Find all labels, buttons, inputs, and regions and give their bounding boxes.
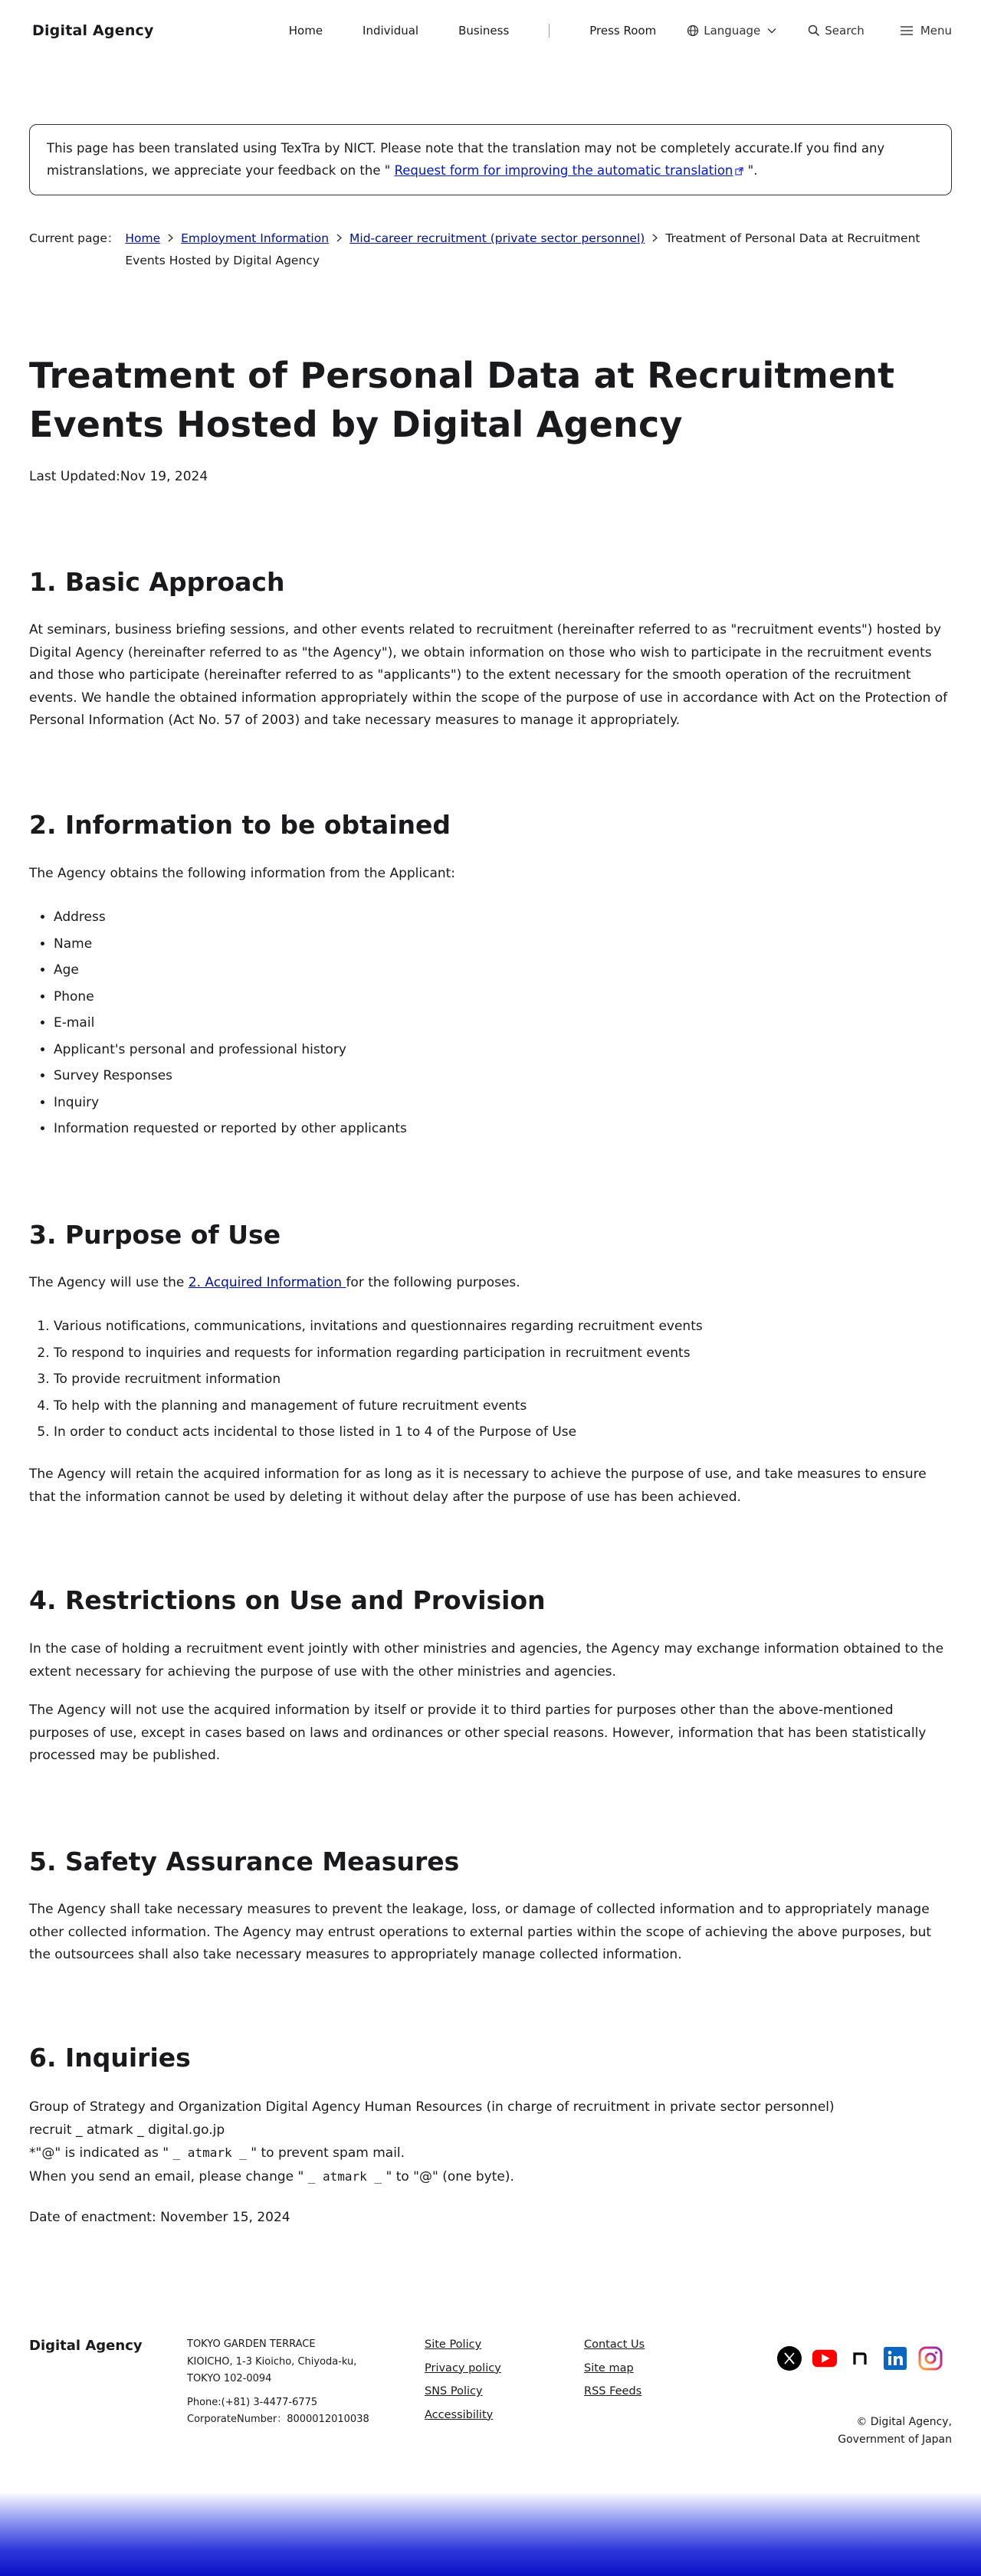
- list-item: • Inquiry: [54, 1090, 950, 1116]
- inquiries-email: recruit _ atmark _ digital.go.jp: [29, 2122, 225, 2138]
- nav-home[interactable]: [289, 24, 323, 38]
- menu-button[interactable]: [900, 24, 952, 38]
- restrictions-paragraph-2: The Agency will not use the acquired information by itself or provide it to third parties for purposes other than the above-mentioned purposes of use, except in cases based on laws and ordinances or other special reasons. However, information that has been statistically processed may be published.: [29, 1703, 927, 1763]
- footer-logo[interactable]: Digital Agency: [29, 2338, 143, 2354]
- section-heading-basic-approach: 1. Basic Approach: [29, 567, 285, 597]
- list-item: • Survey Responses: [54, 1063, 950, 1090]
- globe-icon: [687, 25, 699, 37]
- list-item: 4. To help with the planning and management of future recruitment events: [54, 1393, 950, 1420]
- list-item: • Phone: [54, 984, 950, 1011]
- menu-label: Menu: [920, 24, 952, 38]
- nav-press-room-label: Press Room: [589, 24, 657, 38]
- chevron-right-icon: [336, 228, 343, 250]
- list-item: • E-mail: [54, 1010, 950, 1037]
- footer-gradient-band: [0, 2492, 981, 2576]
- footer-link-rss[interactable]: RSS Feeds: [584, 2385, 642, 2397]
- change-note-text-end: " to "@" (one byte).: [382, 2168, 514, 2184]
- nav-press-room[interactable]: [589, 24, 656, 38]
- section-heading-purpose: 3. Purpose of Use: [29, 1220, 281, 1250]
- search-icon: [808, 25, 820, 37]
- address-line: TOKYO 102-0094: [187, 2373, 272, 2384]
- search-label: Search: [825, 24, 865, 38]
- enactment-date: Date of enactment: November 15, 2024: [29, 2210, 290, 2225]
- section-intro-information: The Agency obtains the following information from the Applicant:: [29, 866, 456, 881]
- inquiries-department: Group of Strategy and Organization Digital Agency Human Resources (in charge of recruitment in private sector personnel): [29, 2099, 835, 2115]
- copyright: [838, 2414, 952, 2449]
- section-heading-safety: 5. Safety Assurance Measures: [29, 1847, 460, 1876]
- chevron-right-icon: [167, 228, 174, 250]
- breadcrumb-home[interactable]: Home: [125, 231, 161, 245]
- copyright-line: © Digital Agency,: [856, 2416, 952, 2428]
- language-label: Language: [704, 24, 761, 38]
- acquired-information-link[interactable]: 2. Acquired Information: [188, 1275, 346, 1290]
- list-item: 3. To provide recruitment information: [54, 1366, 950, 1393]
- footer-link-site-map[interactable]: Site map: [584, 2361, 634, 2374]
- nav-divider: [549, 24, 550, 38]
- notice-text: This page has been translated using TexTra by NICT. Please note that the translation may not be completely accurate.If you find any mistranslations, we appreciate your feedback on the ": [47, 141, 885, 178]
- atmark-code: _ atmark _: [172, 2145, 247, 2160]
- change-note-text: When you send an email, please change ": [29, 2168, 308, 2184]
- footer-link-privacy-policy[interactable]: Privacy policy: [425, 2361, 501, 2374]
- list-item: • Applicant's personal and professional history: [54, 1037, 950, 1064]
- section-heading-inquiries: 6. Inquiries: [29, 2043, 191, 2073]
- footer-corporate-number: CorporateNumber：8000012010038: [187, 2414, 369, 2425]
- nav-home-label: Home: [288, 24, 323, 38]
- spam-note-text: *"@" is indicated as ": [29, 2145, 173, 2161]
- global-nav: [289, 24, 952, 38]
- list-item: • Name: [54, 931, 950, 958]
- purpose-intro-text: The Agency will use the: [29, 1275, 189, 1290]
- instagram-icon[interactable]: [918, 2346, 943, 2371]
- footer-link-sns-policy[interactable]: SNS Policy: [425, 2385, 483, 2397]
- nav-business[interactable]: [458, 24, 509, 38]
- list-item: 2. To respond to inquiries and requests for information regarding participation in recruitment events: [54, 1340, 950, 1367]
- retention-paragraph: The Agency will retain the acquired information for as long as it is necessary to achieve the purpose of use, and take measures to ensure that the information cannot be used by deleting it without delay after the purpose of use has been achieved.: [29, 1467, 927, 1505]
- spam-note: [29, 2142, 952, 2165]
- restrictions-paragraph-1: In the case of holding a recruitment event jointly with other ministries and agencies, the Agency may exchange information obtained to the extent necessary for achieving the purpose of use with the other ministries and agencies.: [29, 1641, 944, 1680]
- atmark-code: _ atmark _: [307, 2168, 382, 2184]
- information-list: [54, 904, 950, 1142]
- last-updated: Last Updated:Nov 19, 2024: [29, 469, 208, 484]
- footer-link-site-policy[interactable]: Site Policy: [425, 2338, 482, 2351]
- chevron-down-icon: [766, 25, 777, 36]
- footer-address: [187, 2336, 369, 2429]
- spam-note-text-end: " to prevent spam mail.: [246, 2145, 405, 2161]
- language-button[interactable]: [687, 24, 777, 38]
- translation-notice: [29, 124, 952, 195]
- nav-individual-label: Individual: [363, 24, 419, 38]
- section-heading-restrictions: 4. Restrictions on Use and Provision: [29, 1585, 546, 1615]
- feedback-form-link-label: Request form for improving the automatic translation: [394, 163, 733, 178]
- page-title: Treatment of Personal Data at Recruitment Events Hosted by Digital Agency: [29, 355, 895, 445]
- section-body-basic-approach: At seminars, business briefing sessions, and other events related to recruitment (hereinafter referred to as "recruitment events") hosted by Digital Agency (hereinafter referred to as "the Agency"), we obtain information on those who wish to participate in the recruitment events and those who participate (hereinafter referred to as "applicants") to the extent necessary for the smooth operation of the recruitment events. We handle the obtained information appropriately within the scope of the purpose of use in accordance with Act on the Protection of Personal Information (Act No. 57 of 2003) and take necessary measures to manage it appropriately.: [29, 622, 948, 728]
- youtube-icon[interactable]: [812, 2346, 837, 2371]
- breadcrumb-current: Treatment of Personal Data at Recruitment Events Hosted by Digital Agency: [125, 231, 920, 267]
- nav-individual[interactable]: [363, 24, 418, 38]
- breadcrumb-mid-career[interactable]: Mid-career recruitment (private sector personnel): [349, 231, 645, 245]
- footer-link-contact[interactable]: Contact Us: [584, 2338, 645, 2351]
- site-logo[interactable]: Digital Agency: [32, 22, 154, 39]
- list-item: 5. In order to conduct acts incidental to those listed in 1 to 4 of the Purpose of Use: [54, 1419, 950, 1446]
- footer-phone: Phone:(+81) 3-4477-6775: [187, 2396, 318, 2408]
- hamburger-icon: [900, 25, 914, 36]
- notice-text-end: ".: [743, 163, 758, 178]
- inquiries-contact: [29, 2096, 952, 2188]
- breadcrumb: [29, 228, 952, 272]
- section-heading-information: 2. Information to be obtained: [29, 810, 451, 840]
- copyright-line: Government of Japan: [838, 2433, 952, 2446]
- footer-links-policies: [425, 2333, 501, 2427]
- address-line: TOKYO GARDEN TERRACE: [187, 2338, 316, 2350]
- footer-links-site: [584, 2333, 645, 2404]
- purpose-intro-text-end: for the following purposes.: [346, 1275, 520, 1290]
- social-links: [777, 2346, 943, 2371]
- section-intro-purpose: [29, 1272, 952, 1295]
- search-button[interactable]: [808, 24, 865, 38]
- external-link-icon: [735, 160, 743, 182]
- nav-business-label: Business: [458, 24, 510, 38]
- change-note: [29, 2165, 952, 2189]
- purpose-list: [54, 1313, 950, 1446]
- feedback-form-link[interactable]: [395, 163, 744, 178]
- note-icon[interactable]: [848, 2346, 872, 2371]
- breadcrumb-label: Current page：: [29, 231, 120, 245]
- x-icon[interactable]: [777, 2346, 802, 2371]
- site-header: [0, 0, 981, 61]
- linkedin-icon[interactable]: [883, 2346, 907, 2371]
- address-line: KIOICHO, 1-3 Kioicho, Chiyoda-ku,: [187, 2355, 357, 2368]
- list-item: • Age: [54, 957, 950, 984]
- list-item: • Address: [54, 904, 950, 931]
- list-item: • Information requested or reported by other applicants: [54, 1116, 950, 1142]
- safety-paragraph: The Agency shall take necessary measures to prevent the leakage, loss, or damage of collected information and to appropriately manage other collected information. The Agency may entrust operations to external parties within the scope of achieving the above purposes, but the outsourcees shall also take necessary measures to appropriately manage collected information.: [29, 1902, 932, 1962]
- list-item: 1. Various notifications, communications, invitations and questionnaires regarding recruitment events: [54, 1313, 950, 1340]
- breadcrumb-employment[interactable]: Employment Information: [181, 231, 330, 245]
- footer-link-accessibility[interactable]: Accessibility: [425, 2408, 494, 2421]
- chevron-right-icon: [651, 228, 658, 250]
